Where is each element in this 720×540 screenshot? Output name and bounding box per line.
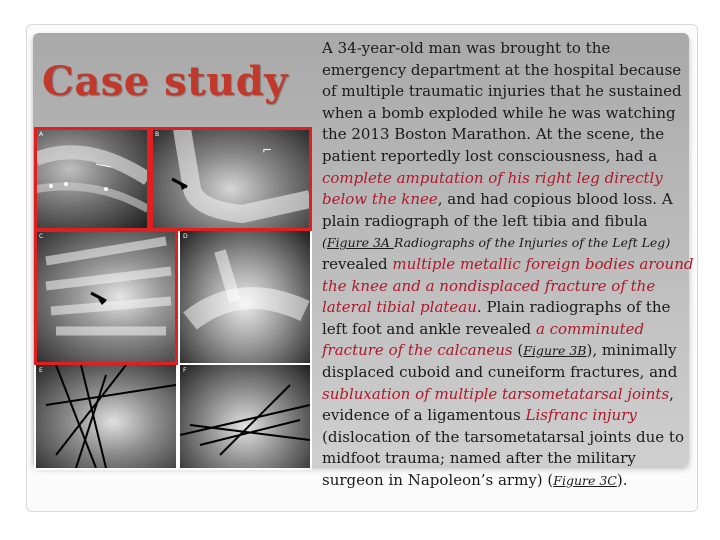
highlight-tibial-plateau: lateral tibial plateau bbox=[322, 298, 477, 317]
text-fragment: ). bbox=[616, 470, 628, 489]
text-line: (dislocation of the tarsometatarsal joints due to bbox=[322, 427, 684, 446]
panel-label-d: D bbox=[183, 233, 188, 240]
radiograph-c bbox=[36, 231, 176, 363]
text-fragment: evidence of a ligamentous bbox=[322, 406, 526, 425]
figure-caption: Radiographs of the Injuries of the Left Leg bbox=[393, 235, 666, 251]
bone-sketch-a bbox=[36, 129, 148, 229]
text-line: the 2013 Boston Marathon. At the scene, the bbox=[322, 125, 665, 144]
text-line: patient reportedly lost consciousness, had a bbox=[322, 146, 658, 165]
panel-label-b: B bbox=[155, 131, 160, 138]
text-fragment: left foot and ankle revealed bbox=[322, 319, 536, 338]
text-line bbox=[322, 297, 694, 319]
text-fragment: ( bbox=[322, 235, 327, 251]
text-line: when a bomb exploded while he was watching bbox=[322, 103, 676, 122]
highlight-comminuted: a comminuted bbox=[535, 319, 645, 338]
text-line bbox=[322, 319, 694, 341]
panel-label-f: F bbox=[183, 367, 187, 374]
text-line bbox=[322, 168, 694, 190]
radiograph-d bbox=[180, 231, 310, 363]
panel-label-c: C bbox=[39, 233, 44, 240]
highlight-amputation: complete amputation of his right leg directly bbox=[322, 168, 663, 187]
text-fragment: ( bbox=[512, 341, 524, 360]
bone-sketch-f bbox=[180, 365, 310, 468]
text-fragment: revealed bbox=[322, 254, 393, 273]
figure-3b-link[interactable]: Figure 3B bbox=[523, 343, 587, 359]
panel-label-a: A bbox=[39, 131, 44, 138]
panel-label-e: E bbox=[39, 367, 43, 374]
radiograph-f bbox=[180, 365, 310, 468]
radiograph-figure bbox=[34, 127, 312, 470]
radiograph-a bbox=[36, 129, 148, 229]
bone-sketch-e bbox=[36, 365, 176, 468]
text-line bbox=[322, 232, 694, 254]
bone-sketch-d bbox=[180, 231, 310, 363]
svg-text:⌐: ⌐ bbox=[262, 143, 273, 157]
text-line bbox=[322, 254, 694, 276]
text-fragment: surgeon in Napoleon’s army) ( bbox=[322, 470, 554, 489]
bone-sketch-c bbox=[36, 231, 176, 363]
highlight-fracture: the knee and a nondisplaced fracture of the bbox=[322, 276, 656, 295]
highlight-lisfranc: Lisfranc injury bbox=[525, 406, 637, 425]
text-line: displaced cuboid and cuneiform fractures, and bbox=[322, 362, 678, 381]
bone-sketch-b bbox=[152, 129, 310, 229]
text-fragment: , bbox=[669, 384, 674, 403]
highlight-below-knee: below the knee bbox=[322, 190, 438, 209]
text-fragment: , and had copious blood loss. A bbox=[437, 190, 673, 209]
text-fragment: . Plain radiographs of the bbox=[476, 298, 671, 317]
text-line: emergency department at the hospital because bbox=[322, 60, 682, 79]
text-line bbox=[322, 340, 694, 362]
text-line bbox=[322, 189, 694, 211]
text-line: A 34-year-old man was brought to the bbox=[322, 39, 611, 57]
figure-3a-link[interactable]: Figure 3A bbox=[326, 235, 394, 251]
slide-title: Case study bbox=[42, 58, 288, 105]
text-fragment: ), minimally bbox=[586, 341, 677, 360]
text-line bbox=[322, 405, 694, 427]
text-line: of multiple traumatic injuries that he sustained bbox=[322, 82, 682, 101]
text-line bbox=[322, 470, 694, 492]
text-line bbox=[322, 276, 694, 298]
highlight-calcaneus: fracture of the calcaneus bbox=[322, 341, 513, 360]
text-line bbox=[322, 384, 694, 406]
figure-3c-link[interactable]: Figure 3C bbox=[553, 472, 617, 488]
text-line: midfoot trauma; named after the military bbox=[322, 449, 636, 468]
highlight-foreign-bodies: multiple metallic foreign bodies around bbox=[392, 254, 694, 273]
text-line: plain radiograph of the left tibia and fibula bbox=[322, 211, 648, 230]
radiograph-e bbox=[36, 365, 176, 468]
text-fragment: ) bbox=[665, 235, 671, 251]
highlight-subluxation: subluxation of multiple tarsometatarsal joints bbox=[322, 384, 670, 403]
radiograph-b bbox=[152, 129, 310, 229]
case-description bbox=[322, 38, 694, 491]
